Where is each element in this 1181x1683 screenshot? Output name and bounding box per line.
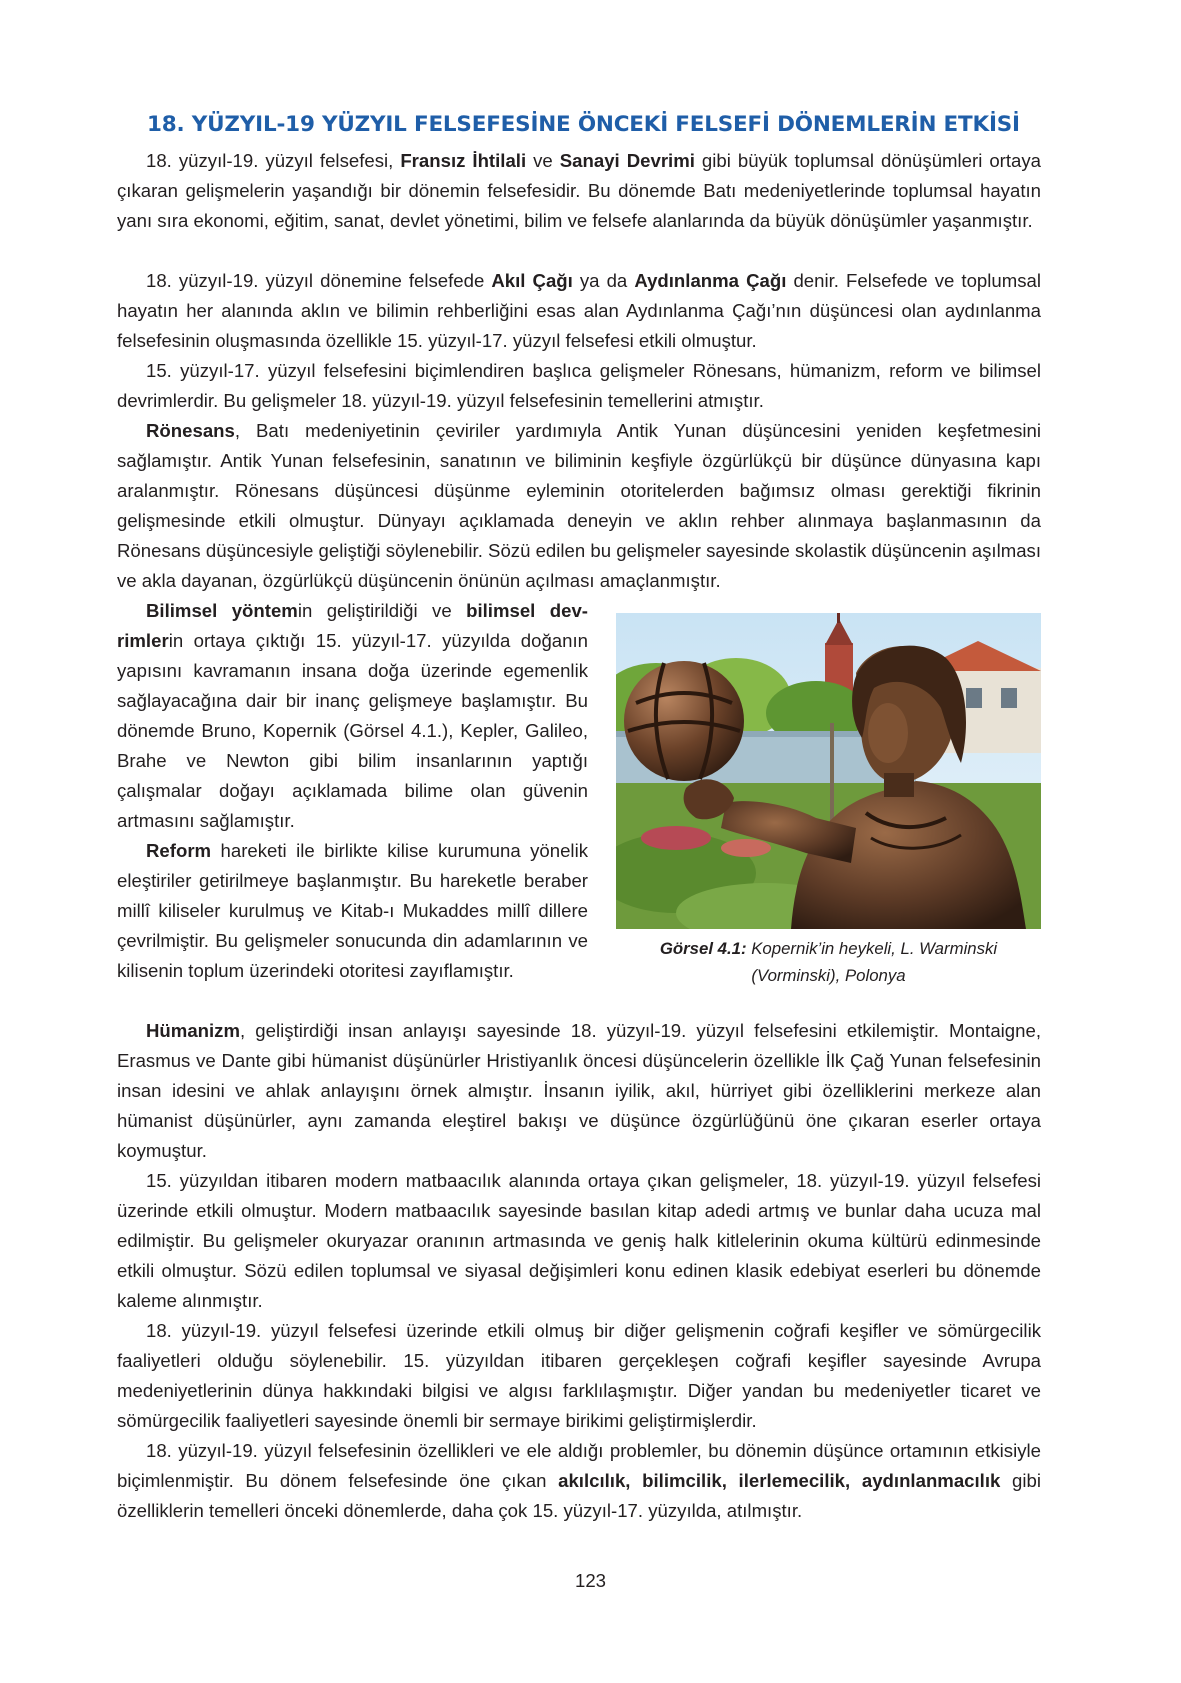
bold-term: Fransız İhtilali: [400, 150, 527, 171]
text-run: gibi büyük toplumsal dönüşümleri ortaya çıkaran gelişmelerin yaşandığı bir dönemin felsefesidir. Bu dönemde Batı medeniyetlerinde toplumsal hayatın yanı sıra ekonomi, eğitim, sanat, devlet yönetimi, bilim ve felsefe alanlarında da büyük dönüşümler yaşanmıştır.: [117, 150, 1041, 231]
text-run: 18. yüzyıl-19. yüzyıl felsefesi,: [146, 150, 401, 171]
paragraph-p9: [117, 1316, 1041, 1436]
paragraph-p4: [117, 416, 1041, 596]
text-run: 15. yüzyıldan itibaren modern matbaacılık alanında ortaya çıkan gelişmeler, 18. yüzyıl-19. yüzyıl felsefesi üzerinde etkili olmuştur. Modern matbaacılık sayesinde basılan kitap adedi artmış ve bunlar daha ucuza mal edilmiştir. Bu gelişmeler okuryazar oranının artmasında ve geniş halk kitlelerinin okuma kültürü edinmesinde etkili olmuştur. Sözü edilen toplumsal ve siyasal değişimleri konu edinen klasik edebiyat eserleri bu dönemde kaleme alınmıştır.: [117, 1170, 1041, 1311]
bold-term: akılcılık, bilimcilik, ilerlemecilik, aydınlanmacılık: [558, 1470, 1001, 1491]
bold-term: Akıl Çağı: [491, 270, 573, 291]
bold-term: Sanayi Devrimi: [559, 150, 695, 171]
text-run: denir. Felsefede ve toplumsal hayatın her alanında aklın ve bilimin rehberliğini esas alan Aydınlanma Çağı’nın düşüncesi olan aydınlanma felsefesinin oluşmasında özellikle 15. yüzyıl-17. yüzyıl felsefesi etkili olmuştur.: [117, 270, 1041, 351]
paragraph-p7: [117, 1016, 1041, 1166]
text-run: in ortaya çıktığı 15. yüzyıl-17. yüzyılda doğanın yapısını kavramanın insana doğa üzerinde egemenlik sağlayacağına dair bir inanç gelişmeye başlamıştır. Bu dönemde Bruno, Kopernik (Görsel 4.1.), Kepler, Galileo, Brahe ve Newton gibi bilim insanlarının yaptığı çalışmalar doğayı açıklamada bilime olan güvenin artmasını sağlamıştır.: [117, 630, 588, 831]
text-run: 18. yüzyıl-19. yüzyıl felsefesinin özellikleri ve ele aldığı problemler, bu dönemin düşünce ortamının etkisiyle biçimlenmiştir. Bu dönem felsefesinde öne çıkan: [117, 1440, 1041, 1491]
section-heading: 18. YÜZYIL-19 YÜZYIL FELSEFESİNE ÖNCEKİ FELSEFİ DÖNEMLERİN ETKİSİ: [147, 112, 1020, 137]
paragraph-p8: [117, 1166, 1041, 1316]
text-run: in geliştirildiği ve: [297, 600, 467, 621]
text-run: 18. yüzyıl-19. yüzyıl felsefesi üzerinde etkili olmuş bir diğer gelişmenin coğrafi keşifler ve sömürgecilik faaliyetleri olduğu söylenebilir. 15. yüzyıldan itibaren gerçekleşen coğrafi keşifler sayesinde Avrupa medeniyetlerinin dünya hakkındaki bilgisi ve algısı farklılaşmıştır. Diğer yandan bu medeniyetler ticaret ve sömürgecilik faaliyetleri sayesinde önemli bir sermaye birikimi geliştirmişlerdir.: [117, 1320, 1041, 1431]
paragraph-p6: [117, 836, 588, 986]
kopernik-statue-photo: [616, 613, 1041, 929]
text-run: , Batı medeniyetinin çeviriler yardımıyla Antik Yunan düşüncesini yeniden keşfetmesini sağlamıştır. Antik Yunan felsefesinin, sanatının ve biliminin keşfiyle özgürlükçü bir düşünce dünyasına kapı aralanmıştır. Rönesans düşüncesi düşünme eyleminin otoritelerden bağımsız olması gerektiği fikrinin gelişmesinde etkili olmuştur. Dünyayı açıklamada deneyin ve aklın rehber alınmaya başlanmasının da Rönesans düşüncesiyle geliştiği söylenebilir. Sözü edilen bu gelişmeler sayesinde skolastik düşüncenin aşılması ve akla dayanan, özgürlükçü düşüncenin önünün açılması amaçlanmıştır.: [117, 420, 1041, 591]
paragraph-p3: [117, 356, 1041, 416]
bold-term: Hümanizm: [146, 1020, 241, 1041]
text-run: ve: [526, 150, 560, 171]
paragraph-p10: [117, 1436, 1041, 1526]
text-run: , geliştirdiği insan anlayışı sayesinde 18. yüzyıl-19. yüzyıl felsefesini etkilemiştir. Montaigne, Erasmus ve Dante gibi hümanist düşünürler Hristiyanlık öncesi düşüncelerin özellikle İlk Çağ Yunan felsefesinin insan idesini ve ahlak anlayışını örnek almıştır. İnsanın iyilik, akıl, hürriyet gibi özelliklerini merkeze alan hümanist düşünürler, aynı zamanda eleştirel bakışı ve düşünce özgürlüğünü öne çıkaran eserler ortaya koymuştur.: [117, 1020, 1041, 1161]
paragraph-p2: [117, 266, 1041, 356]
page-number: 123: [574, 1570, 607, 1591]
text-run: 18. yüzyıl-19. yüzyıl dönemine felsefede: [146, 270, 492, 291]
bold-term: bilimsel devrimler: [117, 600, 588, 651]
paragraph-p5: [117, 596, 588, 836]
paragraph-p1: [117, 146, 1041, 236]
text-run: 15. yüzyıl-17. yüzyıl felsefesini biçimlendiren başlıca gelişmeler Rönesans, hümanizm, reform ve bilimsel devrimlerdir. Bu gelişmeler 18. yüzyıl-19. yüzyıl felsefesinin temellerini atmıştır.: [117, 360, 1041, 411]
figure-caption-label: Görsel 4.1:: [659, 939, 747, 958]
text-run: gibi özelliklerin temelleri önceki dönemlerde, daha çok 15. yüzyıl-17. yüzyılda, atılmıştır.: [117, 1470, 1041, 1521]
figure-caption-text: Kopernik’in heykeli, L. Warminski (Vorminski), Polonya: [746, 939, 998, 985]
text-run: ya da: [572, 270, 635, 291]
bold-term: Bilimsel yöntem: [146, 600, 298, 621]
bold-term: Reform: [146, 840, 212, 861]
text-run: hareketi ile birlikte kilise kurumuna yönelik eleştiriler getirilmeye başlanmıştır. Bu hareketle beraber millî kiliseler kurulmuş ve Kitab-ı Mukaddes millî dillere çevrilmiştir. Bu gelişmeler sonucunda din adamlarının ve kilisenin toplum üzerindeki otoritesi zayıflamıştır.: [117, 840, 588, 981]
figure-caption: [616, 935, 1041, 989]
bold-term: Rönesans: [146, 420, 235, 441]
bold-term: Aydınlanma Çağı: [634, 270, 787, 291]
